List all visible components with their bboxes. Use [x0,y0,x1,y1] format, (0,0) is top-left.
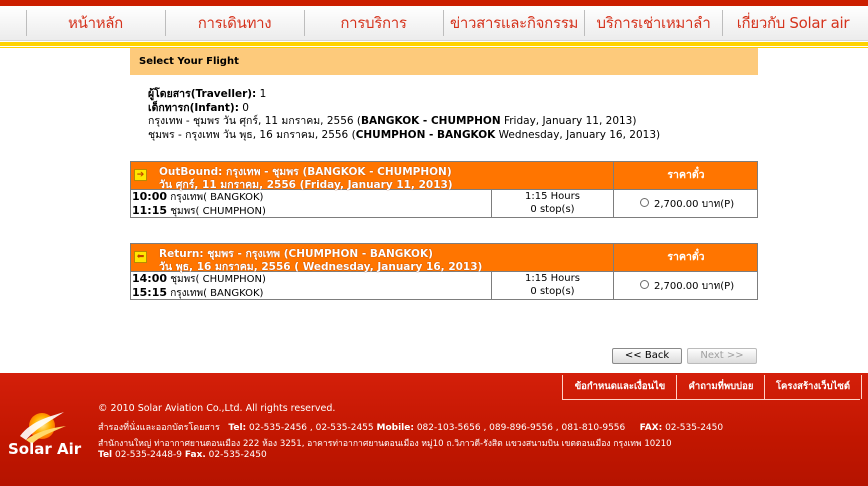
booking-summary [148,88,660,142]
depart-city: กรุงเทพ( BANGKOK) [167,192,264,203]
footer-address: สำนักงานใหญ่ ท่าอากาศยานดอนเมือง 222 ห้อง 3251, อาคารท่าอากาศยานดอนเมือง หมู่10 ถ.วิภาวดี-รังสิต แขวงสนามบิน เขตดอนเมือง กรุงเทพ 10210 [98,439,672,449]
fax-label: FAX: [639,423,663,433]
nav-item-home[interactable]: หน้าหลัก [68,14,123,32]
return-header [131,244,757,272]
hq-fax-number: 02-535-2450 [205,450,267,460]
duration: 1:15 Hours [525,273,580,284]
panel-title: Select Your Flight [130,48,758,75]
nav-item-travel[interactable]: การเดินทาง [197,14,272,32]
arrive-time: 15:15 [132,285,168,299]
return-summary-route: CHUMPHON - BANGKOK [355,128,496,141]
stops: 0 stop(s) [530,285,575,297]
return-summary-date: Wednesday, January 16, 2013) [495,128,661,141]
footer-contact-line [98,420,723,434]
infant-line [148,102,660,116]
depart-city: ชุมพร( CHUMPHON) [167,274,266,285]
return-fare-radio[interactable] [640,280,649,289]
return-price: 2,700.00 บาท(P) [654,281,735,292]
mobile-numbers: 082-103-5656 , 089-896-9556 , 081-810-9556 [413,423,626,433]
fax-number: 02-535-2450 [662,423,724,433]
footer-hq-contact [98,450,267,460]
return-title: Return: ชุมพร - กรุงเทพ (CHUMPHON - BANGKOK) [159,248,433,260]
return-summary-thai: ชุมพร - กรุงเทพ วัน พุธ, 16 มกราคม, 2556 ( [148,128,356,141]
outbound-fare-radio[interactable] [640,198,649,207]
outbound-times [132,191,266,218]
tel-numbers: 02-535-2456 , 02-535-2455 [246,423,377,433]
table-row [131,190,757,217]
arrow-left-icon: ⬅ [134,251,147,263]
hq-tel-label: Tel [98,450,113,460]
outbound-date: วัน ศุกร์, 11 มกราคม, 2556 (Friday, January 11, 2013) [159,179,453,191]
nav-item-services[interactable]: การบริการ [340,14,407,32]
return-price-header: ราคาตั๋ว [613,244,758,271]
depart-time: 14:00 [132,272,168,285]
depart-time: 10:00 [132,190,168,203]
table-row [131,272,757,299]
outbound-price-header: ราคาตั๋ว [613,162,758,189]
logo-text: Solar Air [8,440,82,458]
tel-label: Tel: [228,423,247,433]
back-button[interactable]: << Back [612,348,682,364]
traveller-count: 1 [259,88,267,100]
outbound-flight-table [130,161,758,218]
outbound-price: 2,700.00 บาท(P) [654,199,735,210]
outbound-title: OutBound: กรุงเทพ - ชุมพร (BANGKOK - CHUMPHON) [159,166,452,178]
traveller-line [148,88,660,102]
outbound-summary [148,115,660,129]
infant-count: 0 [242,101,249,114]
arrive-city: กรุงเทพ( BANGKOK) [167,287,264,299]
copyright: © 2010 Solar Aviation Co.,Ltd. All rights reserved. [98,403,336,414]
return-price-cell [613,272,758,299]
footer-links-divider [562,399,860,400]
yellow-divider [0,42,868,46]
arrive-time: 11:15 [132,203,168,217]
arrow-right-icon: ➔ [134,169,147,181]
duration: 1:15 Hours [525,191,580,202]
footer-links [562,375,860,399]
return-flight-table [130,243,758,300]
nav-item-news[interactable]: ข่าวสารและกิจกรรม [449,14,579,32]
main-nav [0,6,868,41]
footer-link-faq[interactable]: คำถามที่พบบ่อย [676,375,765,399]
infant-label: เด็กทารก(Infant): [148,101,239,114]
arrive-city: ชุมพร( CHUMPHON) [167,205,266,217]
hq-tel-number: 02-535-2448-9 [112,450,185,460]
outbound-summary-thai: กรุงเทพ - ชุมพร วัน ศุกร์, 11 มกราคม, 2556 ( [148,115,362,127]
hq-fax-label: Fax. [184,450,206,460]
footer-link-sitemap[interactable]: โครงสร้างเว็บไซต์ [764,375,862,399]
nav-item-charter[interactable]: บริการเช่าเหมาลำ [596,14,711,32]
traveller-label: ผู้โดยสาร(Traveller): [148,88,257,100]
outbound-summary-date: Friday, January 11, 2013) [500,115,637,127]
mobile-label: Mobile: [376,423,414,433]
footer-link-terms[interactable]: ข้อกำหนดและเงื่อนไข [562,375,677,399]
outbound-price-cell [613,190,758,217]
return-summary [148,129,660,143]
next-button[interactable]: Next >> [687,348,757,364]
return-date: วัน พุธ, 16 มกราคม, 2556 ( Wednesday, January 16, 2013) [159,261,483,273]
outbound-summary-route: BANGKOK - CHUMPHON [361,115,501,127]
stops: 0 stop(s) [530,203,575,215]
nav-item-about[interactable]: เกี่ยวกับ Solar air [736,14,850,32]
return-times [132,273,266,300]
return-duration-cell [491,272,613,299]
outbound-header [131,162,757,190]
outbound-duration-cell [491,190,613,217]
reservation-label: สำรองที่นั่งและออกบัตรโดยสาร [98,423,220,433]
